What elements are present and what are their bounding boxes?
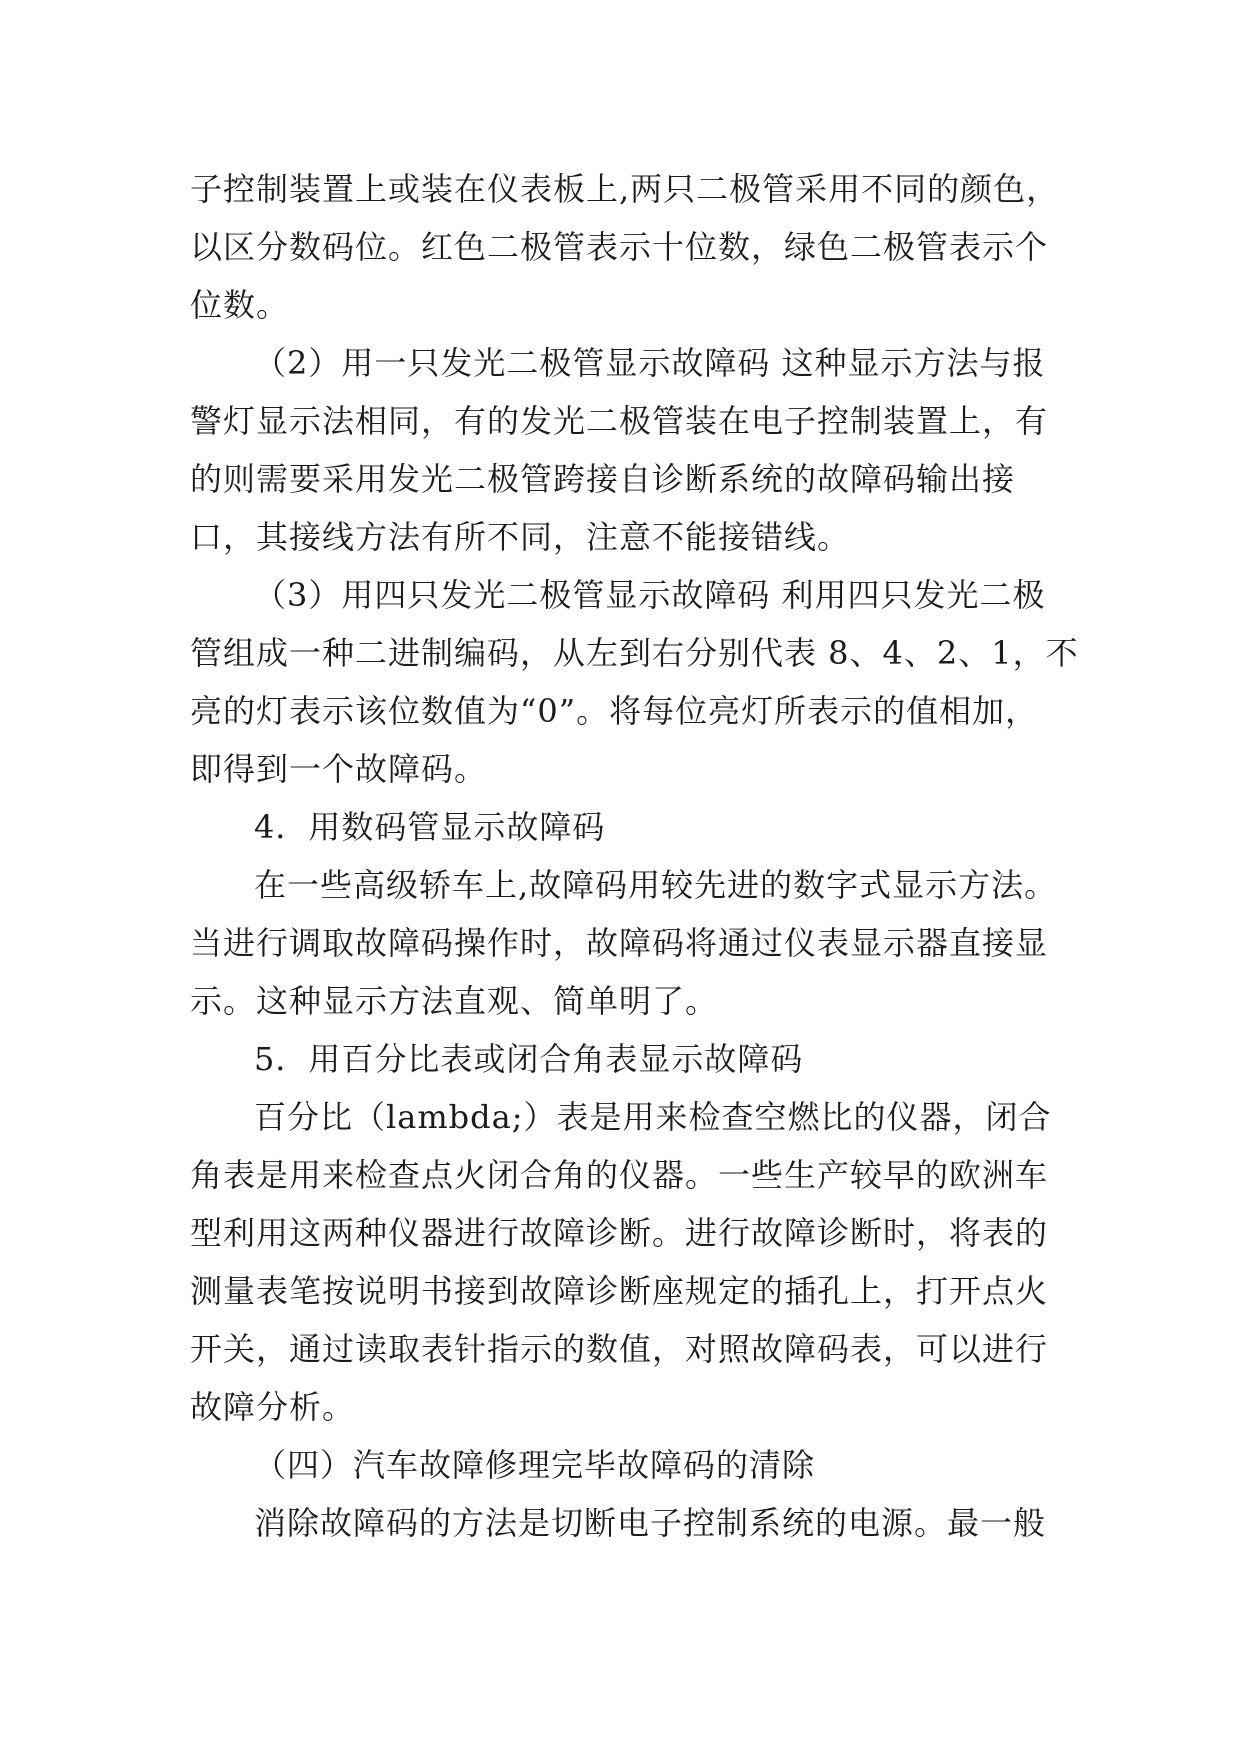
- text-line: 型利用这两种仪器进行故障诊断。进行故障诊断时，将表的: [190, 1214, 1049, 1252]
- text-line: 口，其接线方法有所不同，注意不能接错线。: [190, 518, 851, 556]
- section-heading: 4．用数码管显示故障码: [254, 808, 606, 846]
- text-line: 的则需要采用发光二极管跨接自诊断系统的故障码输出接: [190, 460, 1016, 498]
- text-line: 当进行调取故障码操作时，故障码将通过仪表显示器直接显: [190, 924, 1049, 962]
- text-line: 消除故障码的方法是切断电子控制系统的电源。最一般: [254, 1504, 1047, 1542]
- text-line: 百分比（lambda;）表是用来检查空燃比的仪器，闭合: [254, 1098, 1052, 1136]
- text-line: 警灯显示法相同，有的发光二极管装在电子控制装置上，有: [190, 402, 1049, 440]
- text-line: 故障分析。: [190, 1388, 356, 1426]
- text-line: 开关，通过读取表针指示的数值，对照故障码表，可以进行: [190, 1330, 1049, 1368]
- text-line: （2）用一只发光二极管显示故障码 这种显示方法与报: [254, 344, 1046, 382]
- text-line: 在一些高级轿车上,故障码用较先进的数字式显示方法。: [254, 866, 1058, 904]
- text-line: 角表是用来检查点火闭合角的仪器。一些生产较早的欧洲车: [190, 1156, 1049, 1194]
- section-heading: （四）汽车故障修理完毕故障码的清除: [254, 1446, 816, 1484]
- text-line: 管组成一种二进制编码，从左到右分别代表 8、4、2、1，不: [190, 634, 1079, 672]
- text-line: 即得到一个故障码。: [190, 750, 488, 788]
- body-text: [190, 160, 1090, 1552]
- section-heading: 5．用百分比表或闭合角表显示故障码: [254, 1040, 804, 1078]
- text-line: 以区分数码位。红色二极管表示十位数，绿色二极管表示个: [190, 228, 1049, 266]
- text-line: 子控制装置上或装在仪表板上,两只二极管采用不同的颜色，: [190, 170, 1060, 208]
- text-line: 亮的灯表示该位数值为“0”。将每位亮灯所表示的值相加，: [190, 692, 1039, 730]
- text-line: （3）用四只发光二极管显示故障码 利用四只发光二极: [254, 576, 1046, 614]
- text-line: 位数。: [190, 286, 290, 324]
- text-line: 测量表笔按说明书接到故障诊断座规定的插孔上，打开点火: [190, 1272, 1049, 1310]
- text-line: 示。这种显示方法直观、简单明了。: [190, 982, 719, 1020]
